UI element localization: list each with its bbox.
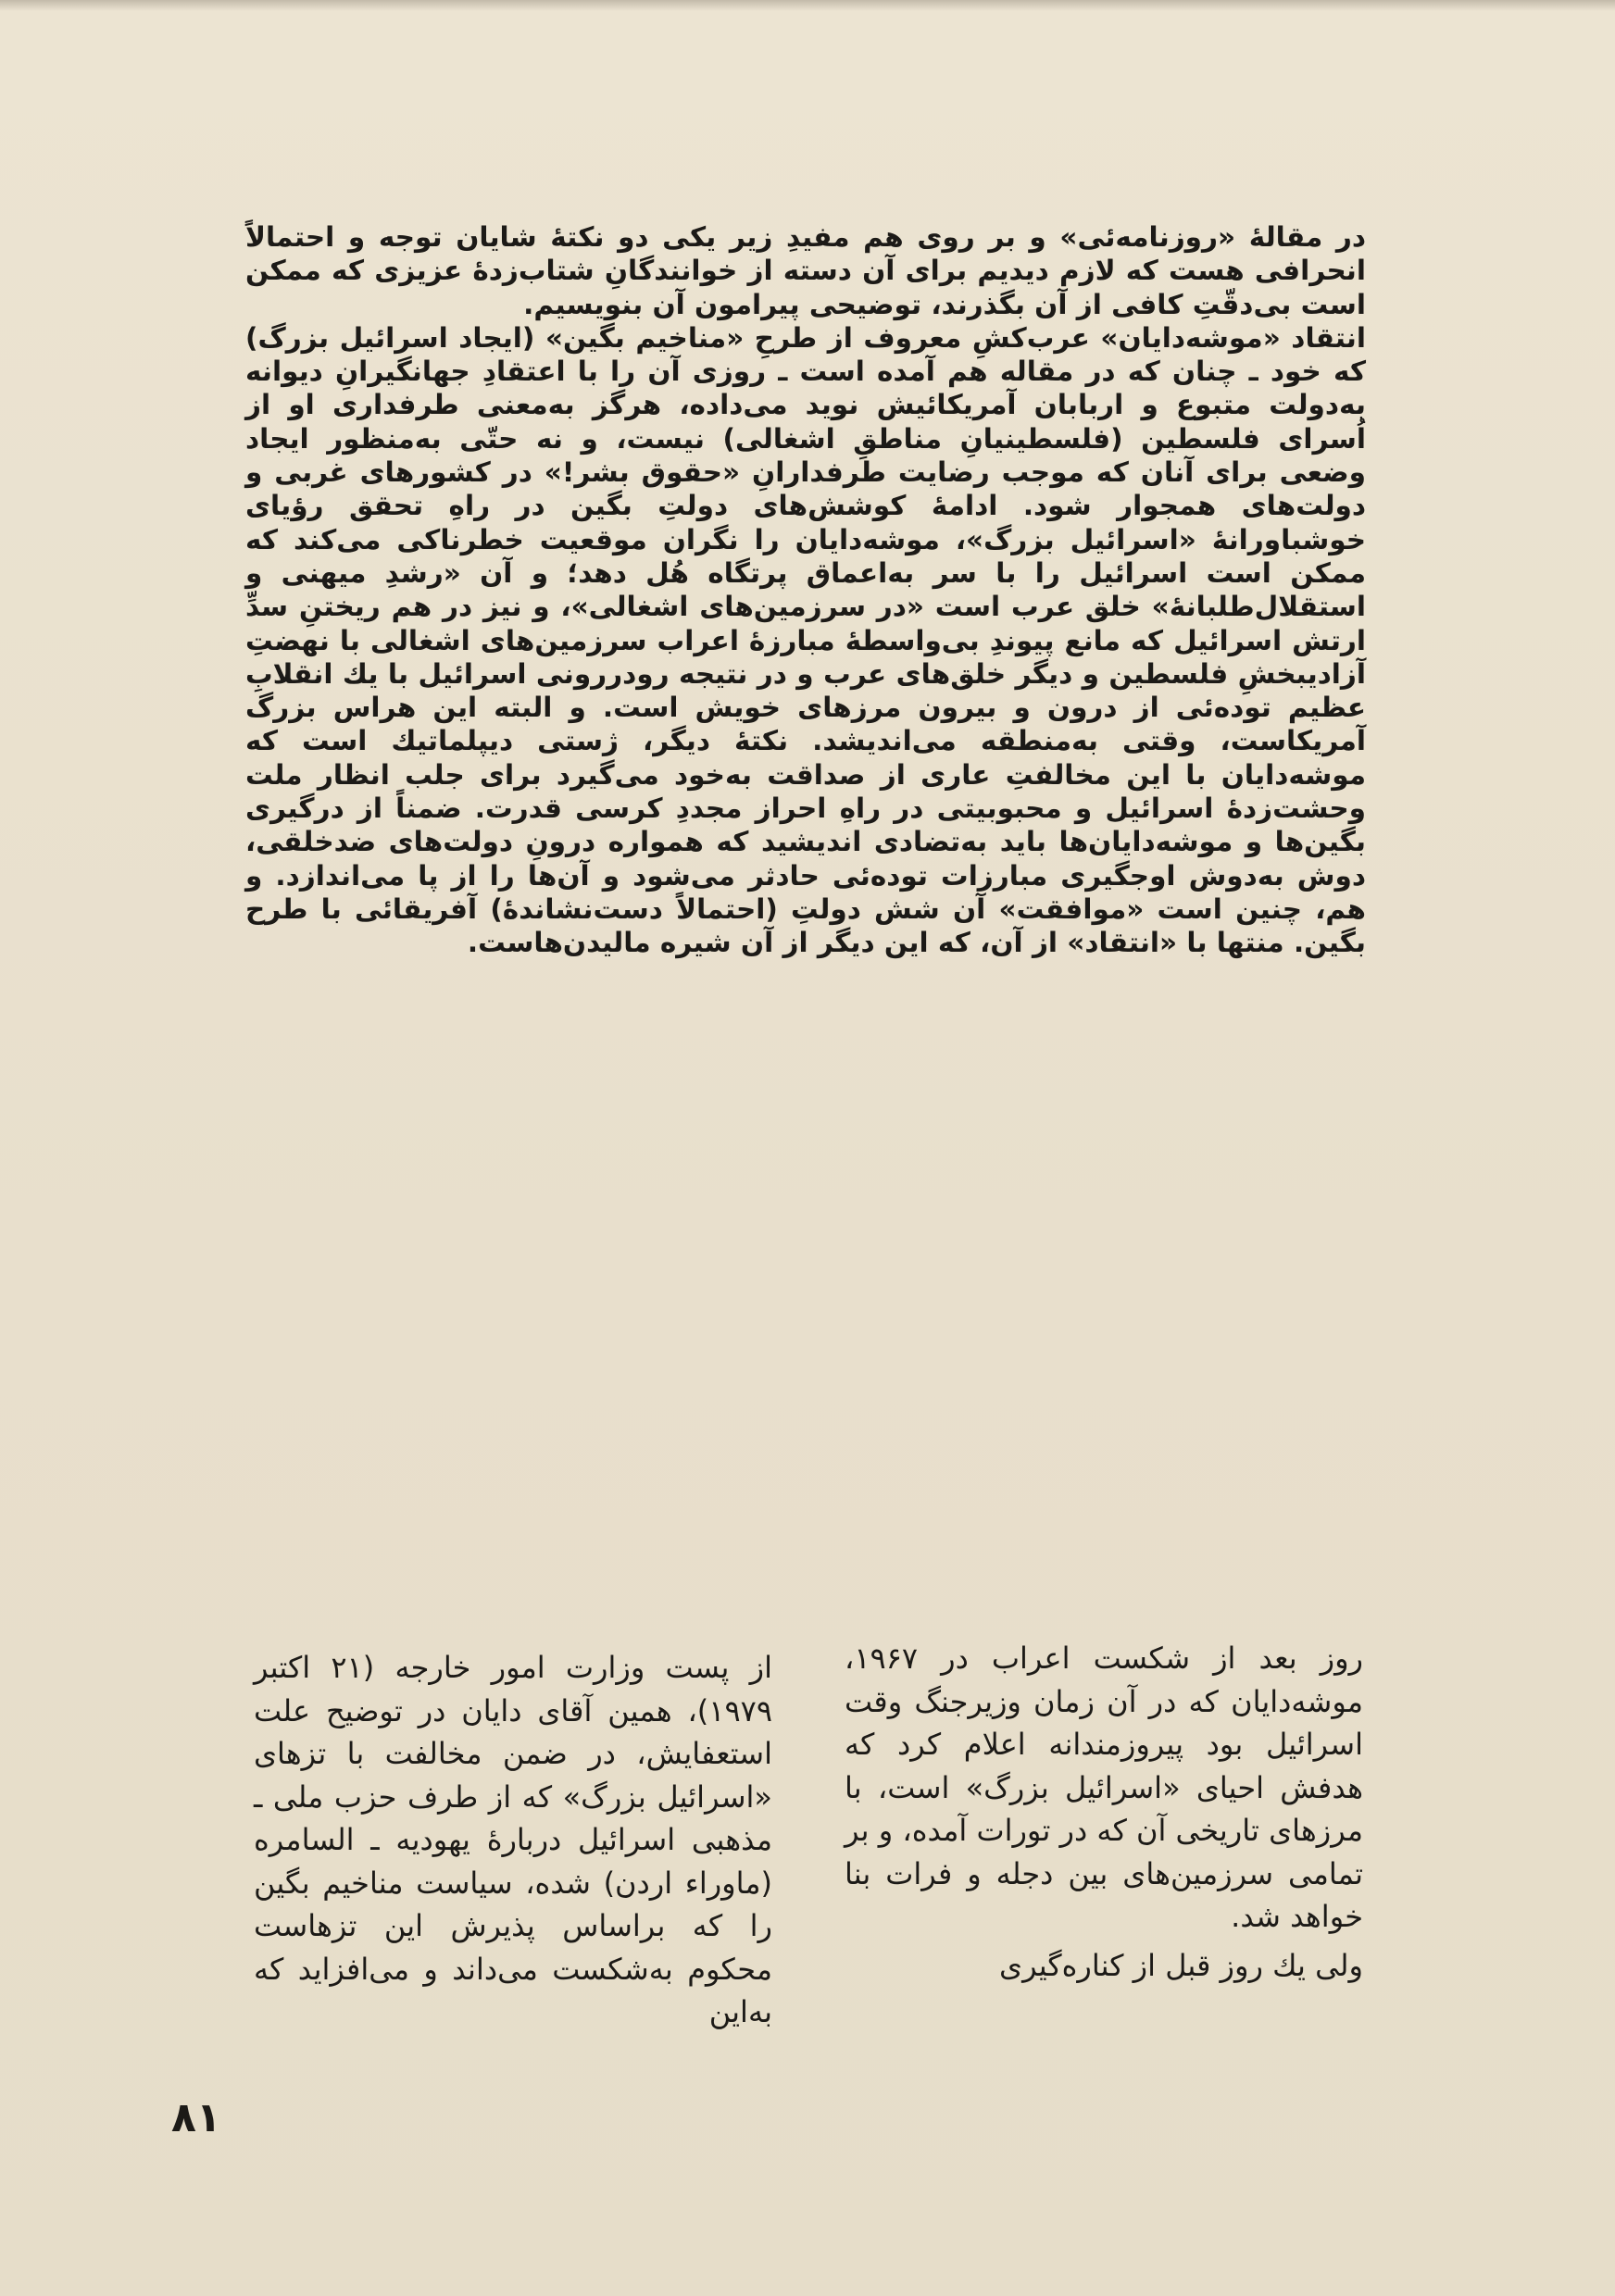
body-paragraph: انتقاد «موشه‌دایان» عرب‌کشِ معروف از طرحِ «مناخیم بگین» (ایجاد اسرائیل بزرگ) که خود ـ چنان که در مقاله هم آمده است ـ روزی آن را با اعتقادِ جهانگیرانِ دیوانه به‌دولت متبوع و اربابان آمریکائیش نوید می‌داده، هرگز به‌معنی طرفداری او از اُسرای فلسطین (فلسطینیانِ مناطقِ اشغالی) نیست، و نه حتّی به‌منظور ایجاد وضعی برای آنان که موجب رضایت طرفدارانِ «حقوق بشر!» در کشورهای غربی و دولت‌های همجوار شود. ادامهٔ کوشش‌های دولتِ بگین در راهِ تحقق رؤیای خوشباورانهٔ «اسرائیل بزرگ»، موشه‌دایان را نگران موقعیت خطرناکی می‌کند که ممکن است اسرائیل را با سر به‌اعماق پرتگاه هُل دهد؛ و آن «رشدِ میهنی و استقلال‌طلبانهٔ» خلق عرب است «در سرزمین‌های اشغالی»، و نیز در هم ریختنِ سدِّ ارتش اسرائیل که مانع پیوندِ بی‌واسطهٔ مبارزهٔ اعراب سرزمین‌های اشغالی با نهضتِ آزادیبخشِ فلسطین و دیگر خلق‌های عرب و در نتیجه رودررونی اسرائیل با یك انقلابِ عظیم توده‌ئی از درون و بیرون مرزهای خویش است. و البته این هراس بزرگ آمریکاست، وقتی به‌منطقه می‌اندیشد. نکتهٔ دیگر، ژستی دیپلماتیك است که موشه‌دایان با این مخالفتِ عاری از صداقت به‌خود می‌گیرد برای جلب انظار ملت وحشت‌زدهٔ اسرائیل و محبوبیتی در راهِ احراز مجددِ کرسی قدرت. ضمناً از درگیری بگین‌ها و موشه‌دایان‌ها باید به‌تضادی اندیشید که همواره درونِ دولت‌های ضدخلقی، دوش به‌دوش اوجگیری مبارزات توده‌ئی حادثر می‌شود و آن‌ها را از پا می‌اندازد. و هم، چنین است «موافقت» آن شش دولتِ (احتمالاً دست‌نشاندهٔ) آفریقائی با طرح بگین. منتها با «انتقاد» از آن، که این دیگر از آن شیره مالیدن‌هاست. (245, 321, 1366, 959)
intro-paragraph: در مقالهٔ «روزنامه‌ئی» و بر روی هم مفیدِ زیر یکی دو نکتهٔ شایان توجه و احتمالاً انحرافی هست که لازم دیدیم برای آن دسته از خوانندگانِ شتاب‌زدهٔ عزیزی که ممکن است بی‌دقّتِ کافی از آن بگذرند، توضیحی پیرامون آن بنویسیم. (245, 221, 1366, 320)
left-column (254, 1646, 772, 2034)
right-column-paragraph: ولی یك روز قبل از کناره‌گیری (999, 1947, 1363, 1983)
left-column-paragraph: از پست وزارت امور خارجه (۲۱ اکتبر ۱۹۷۹)، همین آقای دایان در توضیح علت استعفایش، در ضمن مخالفت با تزهای «اسرائیل بزرگ» که از طرف حزب ملی ـ مذهبی اسرائیل دربارهٔ یهودیه ـ السامره (ماوراء اردن) شده، سیاست مناخیم بگین را که براساس پذیرش این تزهاست محکوم به‌شکست می‌داند و می‌افزاید که به‌این (254, 1650, 773, 2029)
right-column (845, 1637, 1363, 1987)
editorial-note (245, 220, 1366, 960)
right-column-paragraph: روز بعد از شکست اعراب در ۱۹۶۷، موشه‌دایان که در آن زمان وزیرجنگ وقت اسرائیل بود پیروزمندانه اعلام کرد که هدفش احیای «اسرائیل بزرگ» است، با مرزهای تاریخی آن که در تورات آمده، و بر تمامی سرزمین‌های بین دجله و فرات بنا خواهد شد. (845, 1641, 1363, 1934)
top-edge-shadow (0, 0, 1615, 11)
page-number: ۸۱ (171, 2094, 221, 2141)
